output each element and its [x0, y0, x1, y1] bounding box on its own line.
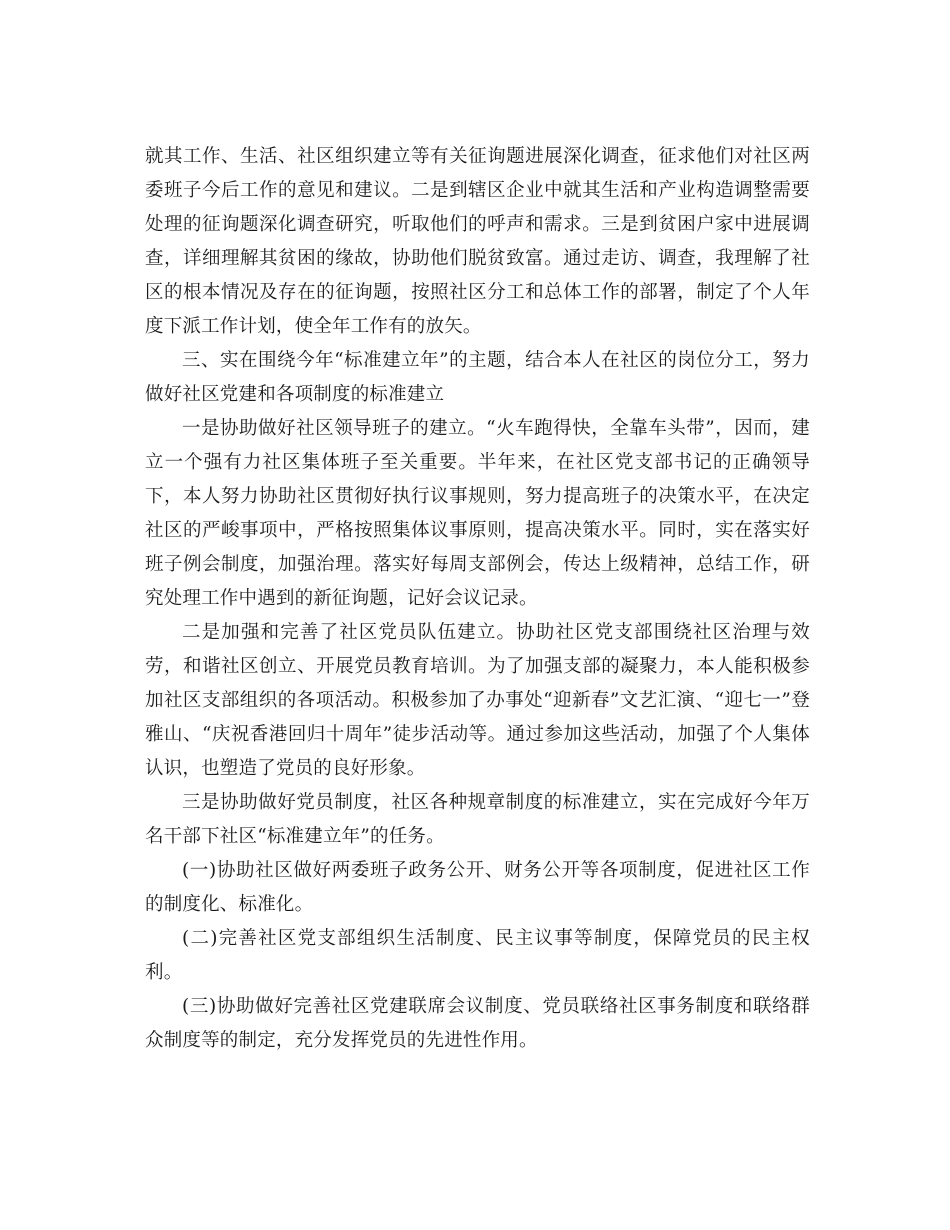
paragraph-continuation: 就其工作、生活、社区组织建立等有关征询题进展深化调查，征求他们对社区两委班子今后工作的意见和建议。二是到辖区企业中就其生活和产业构造调整需要处理的征询题深化调查研究，听取他们的呼声和需求。三是到贫困户家中进展调查，详细理解其贫困的缘故，协助他们脱贫致富。通过走访、调查，我理解了社区的根本情况及存在的征询题，按照社区分工和总体工作的部署，制定了个人年度下派工作计划，使全年工作有的放矢。: [145, 146, 810, 337]
paragraph-leadership: 一是协助做好社区领导班子的建立。“火车跑得快，全靠车头带”，因而，建立一个强有力社区集体班子至关重要。半年来，在社区党支部书记的正确领导下，本人努力协助社区贯彻好执行议事规则，努力提高班子的决策水平，在决定社区的严峻事项中，严格按照集体议事原则，提高决策水平。同时，实在落实好班子例会制度，加强治理。落实好每周支部例会，传达上级精神，总结工作，研究处理工作中遇到的新征询题，记好会议记录。: [145, 418, 810, 609]
list-item-one: (一)协助社区做好两委班子政务公开、财务公开等各项制度，促进社区工作的制度化、标准化。: [145, 860, 810, 915]
document-body: [145, 140, 810, 1058]
paragraph-party-members: 二是加强和完善了社区党员队伍建立。协助社区党支部围绕社区治理与效劳，和谐社区创立、开展党员教育培训。为了加强支部的凝聚力，本人能积极参加社区支部组织的各项活动。积极参加了办事处“迎新春”文艺汇演、“迎七一”登雅山、“庆祝香港回归十周年”徒步活动等。通过参加这些活动，加强了个人集体认识，也塑造了党员的良好形象。: [145, 622, 810, 779]
section-heading-three: 三、实在围绕今年“标准建立年”的主题，结合本人在社区的岗位分工，努力做好社区党建和各项制度的标准建立: [145, 350, 810, 405]
list-item-two: (二)完善社区党支部组织生活制度、民主议事等制度，保障党员的民主权利。: [145, 928, 810, 983]
paragraph-regulations: 三是协助做好党员制度，社区各种规章制度的标准建立，实在完成好今年万名干部下社区“标准建立年”的任务。: [145, 792, 810, 847]
list-item-three: (三)协助做好完善社区党建联席会议制度、党员联络社区事务制度和联络群众制度等的制定，充分发挥党员的先进性作用。: [145, 996, 810, 1051]
